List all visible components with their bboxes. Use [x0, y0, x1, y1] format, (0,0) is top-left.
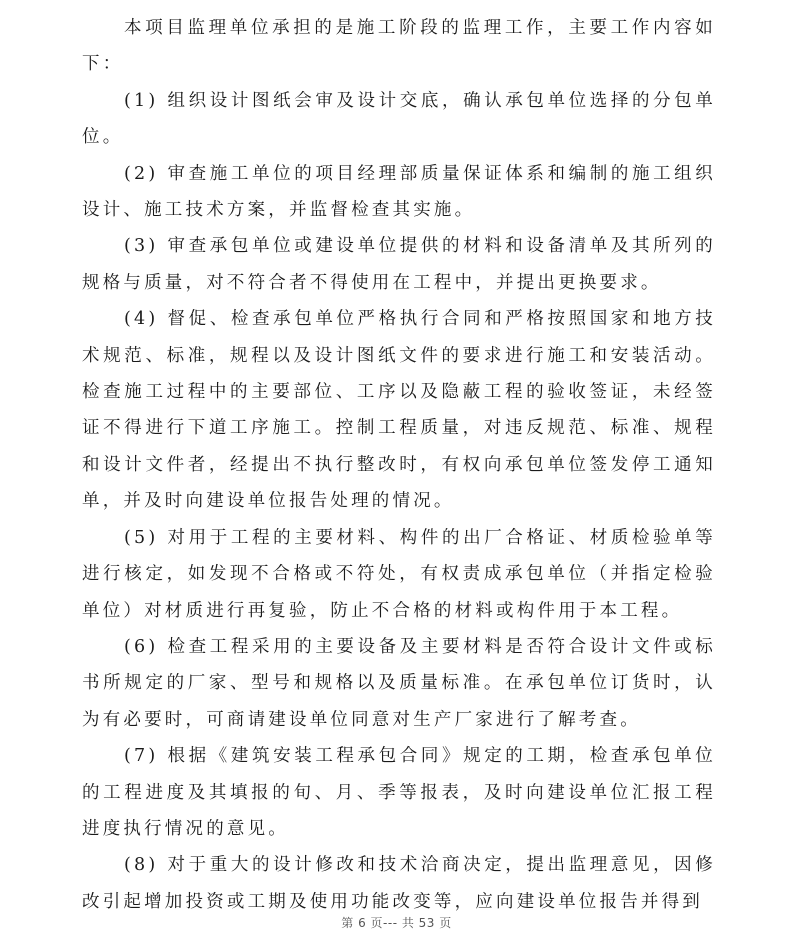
item-7-paragraph: (7) 根据《建筑安装工程承包合同》规定的工期，检查承包单位的工程进度及其填报的旬、月、季等报表，及时向建设单位汇报工程进度执行情况的意见。 [82, 746, 716, 839]
item-2-paragraph: (2) 审查施工单位的项目经理部质量保证体系和编制的施工组织设计、施工技术方案，并监督检查其实施。 [82, 163, 716, 221]
item-1-paragraph: (1) 组织设计图纸会审及设计交底，确认承包单位选择的分包单位。 [82, 90, 716, 148]
intro-paragraph: 本项目监理单位承担的是施工阶段的监理工作，主要工作内容如下： [82, 18, 716, 75]
document-body [82, 10, 716, 920]
item-4-paragraph: (4) 督促、检查承包单位严格执行合同和严格按照国家和地方技术规范、标准，规程以及设计图纸文件的要求进行施工和安装活动。检查施工过程中的主要部位、工序以及隐蔽工程的验收签证，未经签证不得进行下道工序施工。控制工程质量，对违反规范、标准、规程和设计文件者，经提出不执行整改时，有权向承包单位签发停工通知单，并及时向建设单位报告处理的情况。 [82, 309, 716, 512]
item-8-paragraph: (8) 对于重大的设计修改和技术洽商决定，提出监理意见，因修改引起增加投资或工期及使用功能改变等，应向建设单位报告并得到 [82, 855, 716, 912]
item-5-paragraph: (5) 对用于工程的主要材料、构件的出厂合格证、材质检验单等进行核定，如发现不合格或不符处，有权责成承包单位（并指定检验单位）对材质进行再复验，防止不合格的材料或构件用于本工程。 [82, 527, 716, 621]
item-6-paragraph: (6) 检查工程采用的主要设备及主要材料是否符合设计文件或标书所规定的厂家、型号和规格以及质量标准。在承包单位订货时，认为有必要时，可商请建设单位同意对生产厂家进行了解考查。 [82, 636, 716, 730]
page-footer: 第 6 页--- 共 53 页 [341, 916, 452, 930]
item-3-paragraph: (3) 审查承包单位或建设单位提供的材料和设备清单及其所列的规格与质量，对不符合者不得使用在工程中，并提出更换要求。 [82, 236, 716, 293]
